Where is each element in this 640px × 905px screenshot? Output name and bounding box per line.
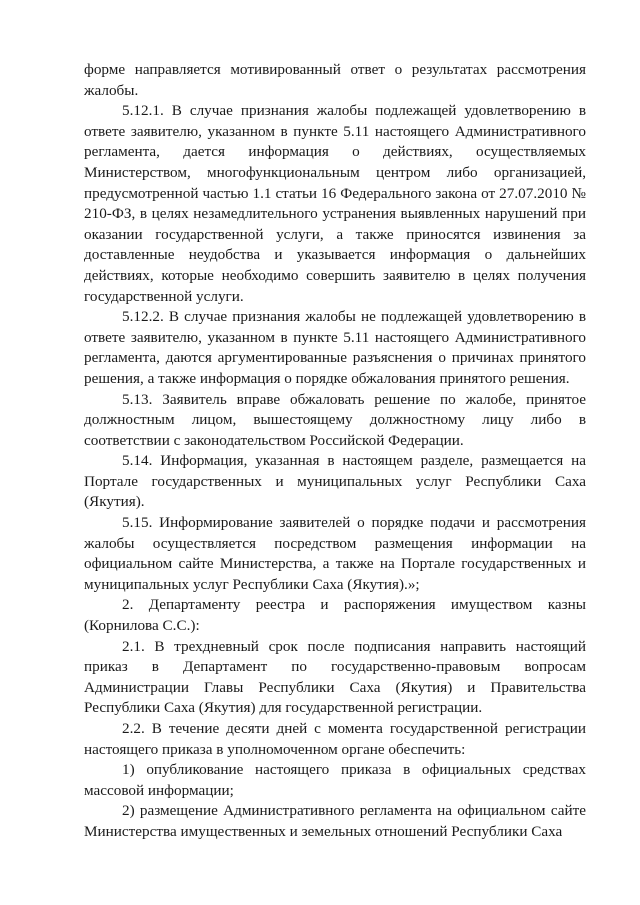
paragraph-2-department: 2. Департаменту реестра и распоряжения имуществом казны (Корнилова С.С.): — [84, 596, 586, 635]
paragraph-item-2: 2) размещение Административного регламента на официальном сайте Министерства имущественных и земельных отношений Республики Саха — [84, 802, 586, 840]
paragraph-2-1: 2.1. В трехдневный срок после подписания направить настоящий приказ в Департамент по государственно-правовым вопросам Администрации Главы Республики Саха (Якутия) и Правительства Республики Саха (Якутия) для государственной регистрации. — [84, 637, 586, 717]
paragraph-5-12-1: 5.12.1. В случае признания жалобы подлежащей удовлетворению в ответе заявителю, указанном в пункте 5.11 настоящего Административного регламента, дается информация о действиях, осуществляемых Министерством, многофункциональным центром либо организацией, предусмотренной частью 1.1 статьи 16 Федерального закона от 27.07.2010 № 210-ФЗ, в целях незамедлительного устранения выявленных нарушений при оказании государственной услуги, а также приносятся извинения за доставленные неудобства и указывается информация о дальнейших действиях, которые необходимо совершить заявителю в целях получения государственной услуги. — [84, 102, 586, 305]
paragraph-5-12-2: 5.12.2. В случае признания жалобы не подлежащей удовлетворению в ответе заявителю, указанном в пункте 5.11 настоящего Административного регламента, даются аргументированные разъяснения о причинах принятого решения, а также информация о порядке обжалования принятого решения. — [84, 308, 586, 387]
paragraph-5-14: 5.14. Информация, указанная в настоящем разделе, размещается на Портале государственных и муниципальных услуг Республики Саха (Якутия). — [84, 452, 586, 511]
paragraph-5-15: 5.15. Информирование заявителей о порядке подачи и рассмотрения жалобы осуществляется посредством размещения информации на официальном сайте Министерства, а также на Портале государственных и муниципальных услуг Республики Саха (Якутия).»; — [84, 514, 586, 593]
paragraph-complaint-answer-form: форме направляется мотивированный ответ о результатах рассмотрения жалобы. — [84, 61, 586, 99]
paragraph-item-1: 1) опубликование настоящего приказа в официальных средствах массовой информации; — [84, 761, 586, 799]
paragraph-2-2: 2.2. В течение десяти дней с момента государственной регистрации настоящего приказа в уполномоченном органе обеспечить: — [84, 720, 586, 758]
paragraph-5-13: 5.13. Заявитель вправе обжаловать решение по жалобе, принятое должностным лицом, вышестоящему должностному лицу либо в соответствии с законодательством Российской Федерации. — [84, 390, 586, 449]
document-page — [84, 60, 586, 843]
